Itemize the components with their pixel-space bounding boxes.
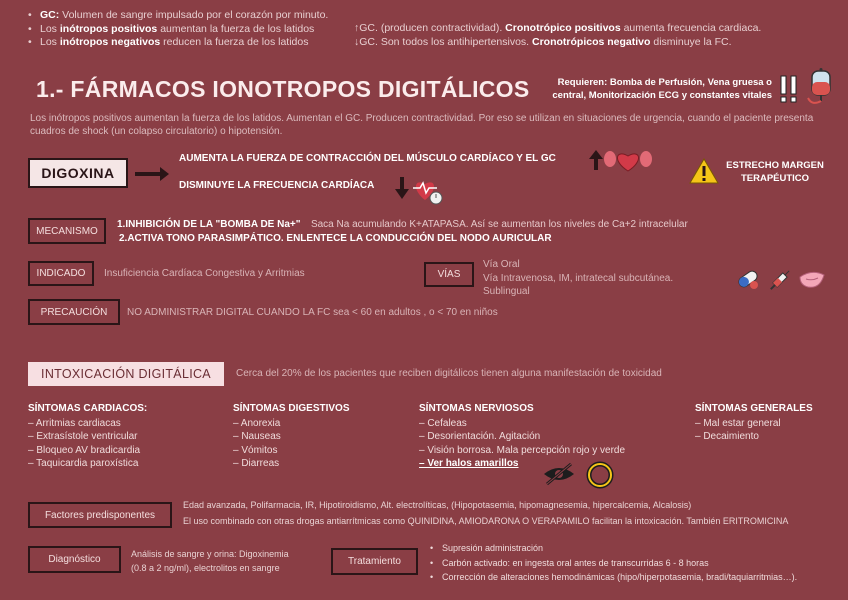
vias-list bbox=[483, 258, 673, 299]
list-item-highlight: – Ver halos amarillos bbox=[419, 458, 519, 469]
intoxicacion-badge: INTOXICACIÓN DIGITÁLICA bbox=[28, 362, 224, 386]
precaucion-text: NO ADMINISTRAR DIGITAL CUANDO LA FC sea < 60 en adultos , o < 70 en niños bbox=[127, 307, 498, 318]
list-item: • Supresión administración bbox=[430, 543, 544, 553]
via-oral: Vía Oral bbox=[483, 259, 520, 270]
via-intravenosa: Vía Intravenosa, IM, intratecal subcutánea. bbox=[483, 272, 674, 284]
bullet-inotropos-negativos: • Los inótropos negativos reducen la fuerza de los latidos bbox=[28, 36, 309, 48]
digoxina-label: DIGOXINA bbox=[28, 158, 128, 188]
list-item: – Visión borrosa. Mala percepción rojo y verde bbox=[419, 444, 626, 456]
list-item: • Corrección de alteraciones hemodinámicas (hipo/hiperpotasemia, bradi/taquiarritmias…). bbox=[430, 572, 798, 582]
factores-line-2: El uso combinado con otras drogas antiarrítmicas como QUINIDINA, AMIODARONA O VERAPAMILO facilitan la intoxicación. También ERITROMICINA bbox=[183, 516, 789, 526]
yellow-halo-icon bbox=[585, 460, 615, 490]
vias-label: VÍAS bbox=[424, 262, 474, 287]
list-item: – Bloqueo AV bradicardia bbox=[28, 444, 141, 456]
list-item: – Desorientación. Agitación bbox=[419, 431, 541, 442]
list-item: – Cefaleas bbox=[419, 417, 467, 429]
sintomas-cardiacos bbox=[28, 402, 147, 471]
list-item: – Vómitos bbox=[233, 444, 278, 456]
sintomas-digestivos bbox=[233, 402, 350, 471]
factores-label: Factores predisponentes bbox=[28, 502, 172, 528]
arrow-right-icon bbox=[134, 164, 170, 184]
tongue-icon bbox=[798, 267, 826, 291]
list-item: – Arritmias cardiacas bbox=[28, 417, 121, 429]
iv-bag-icon bbox=[804, 68, 838, 110]
gc-effects-list bbox=[354, 22, 761, 49]
list-item: • Carbón activado: en ingesta oral antes de transcurridas 6 - 8 horas bbox=[430, 557, 709, 568]
via-sublingual: Sublingual bbox=[483, 286, 530, 297]
intro-bullet-list bbox=[28, 9, 328, 50]
heart-rate-icon bbox=[410, 174, 444, 206]
tratamiento-list bbox=[430, 541, 797, 585]
page-title: 1.- FÁRMACOS IONOTROPOS DIGITÁLICOS bbox=[36, 76, 530, 102]
mecanismo-line-1: 1.INHIBICIÓN DE LA "BOMBA DE Na+" Saca Na acumulando K+ATAPASA. Así se aumentan los niveles de Ca+2 intracelular bbox=[117, 219, 688, 230]
intro-paragraph: Los inótropos positivos aumentan la fuerza de los latidos. Aumentan el GC. Producen contractividad. Por eso se utilizan en situaciones de urgencia, cuando el paciente presenta cuadros de shock (un colapso circulatorio) o hipotensión. bbox=[30, 113, 814, 137]
intoxicacion-note: Cerca del 20% de los pacientes que reciben digitálicos tienen alguna manifestación de toxicidad bbox=[236, 368, 662, 379]
arrow-up-icon bbox=[588, 149, 604, 171]
list-item: – Taquicardia paroxística bbox=[28, 458, 139, 469]
mecanismo-line-2: 2.ACTIVA TONO PARASIMPÁTICO. ENLENTECE LA CONDUCCIÓN DEL NODO AURICULAR bbox=[119, 233, 552, 244]
arrow-down-icon bbox=[394, 176, 410, 200]
bullet-gc: • GC: Volumen de sangre impulsado por el corazón por minuto. bbox=[28, 9, 329, 21]
diagnostico-text: Análisis de sangre y orina: Digoxinemia (0.8 a 2 ng/ml), electrolitos en sangre bbox=[131, 549, 289, 573]
sintomas-generales bbox=[695, 402, 813, 444]
double-exclamation-icon bbox=[778, 74, 800, 104]
factores-line-1: Edad avanzada, Polifarmacia, IR, Hipotiroidismo, Alt. electrolíticas, (Hipopotasemia, hipomagnesemia, hipercalcemia, Alcalosis) bbox=[183, 500, 692, 510]
strong-heart-icon bbox=[604, 147, 652, 173]
indicado-label: INDICADO bbox=[28, 261, 94, 286]
eye-slash-icon bbox=[542, 462, 576, 486]
tratamiento-label: Tratamiento bbox=[331, 548, 418, 575]
sintomas-cardiacos-title: SÍNTOMAS CARDIACOS: bbox=[28, 403, 148, 414]
list-item: – Nauseas bbox=[233, 431, 281, 442]
sintomas-digestivos-title: SÍNTOMAS DIGESTIVOS bbox=[233, 403, 350, 414]
warning-icon bbox=[689, 157, 719, 185]
sintomas-nerviosos-title: SÍNTOMAS NERVIOSOS bbox=[419, 403, 534, 414]
indicado-text: Insuficiencia Cardíaca Congestiva y Arritmias bbox=[104, 268, 305, 279]
precaucion-label: PRECAUCIÓN bbox=[28, 299, 120, 325]
mecanismo-label: MECANISMO bbox=[28, 218, 106, 244]
gc-down-line: ↓GC. Son todos los antihipertensivos. Cronotrópicos negativo disminuye la FC. bbox=[354, 35, 732, 48]
list-item: – Diarreas bbox=[233, 458, 280, 469]
digoxina-effect-fc: DISMINUYE LA FRECUENCIA CARDÍACA bbox=[179, 180, 375, 191]
arrow-down-icon: ↓ bbox=[354, 35, 360, 48]
list-item: – Anorexia bbox=[233, 417, 281, 429]
bullet-inotropos-positivos: • Los inótropos positivos aumentan la fuerza de los latidos bbox=[28, 22, 315, 35]
list-item: – Extrasístole ventricular bbox=[28, 431, 138, 442]
diagnostico-label: Diagnóstico bbox=[28, 546, 121, 573]
sintomas-generales-title: SÍNTOMAS GENERALES bbox=[695, 403, 813, 414]
list-item: – Decaimiento bbox=[695, 431, 759, 442]
narrow-therapeutic-margin: ESTRECHO MARGEN TERAPÉUTICO bbox=[726, 160, 824, 184]
arrow-up-icon: ↑ bbox=[354, 22, 360, 34]
syringe-icon bbox=[767, 267, 793, 293]
list-item: – Mal estar general bbox=[695, 417, 781, 429]
requirements-note: Requieren: Bomba de Perfusión, Vena gruesa o central, Monitorización ECG y constantes vitales bbox=[552, 77, 772, 101]
pills-icon bbox=[735, 267, 761, 291]
digoxina-effect-contraction: AUMENTA LA FUERZA DE CONTRACCIÓN DEL MÚSCULO CARDÍACO Y EL GC bbox=[179, 153, 556, 164]
gc-up-line: ↑GC. (producen contractividad). Cronotrópico positivos aumenta frecuencia cardiaca. bbox=[354, 22, 762, 34]
